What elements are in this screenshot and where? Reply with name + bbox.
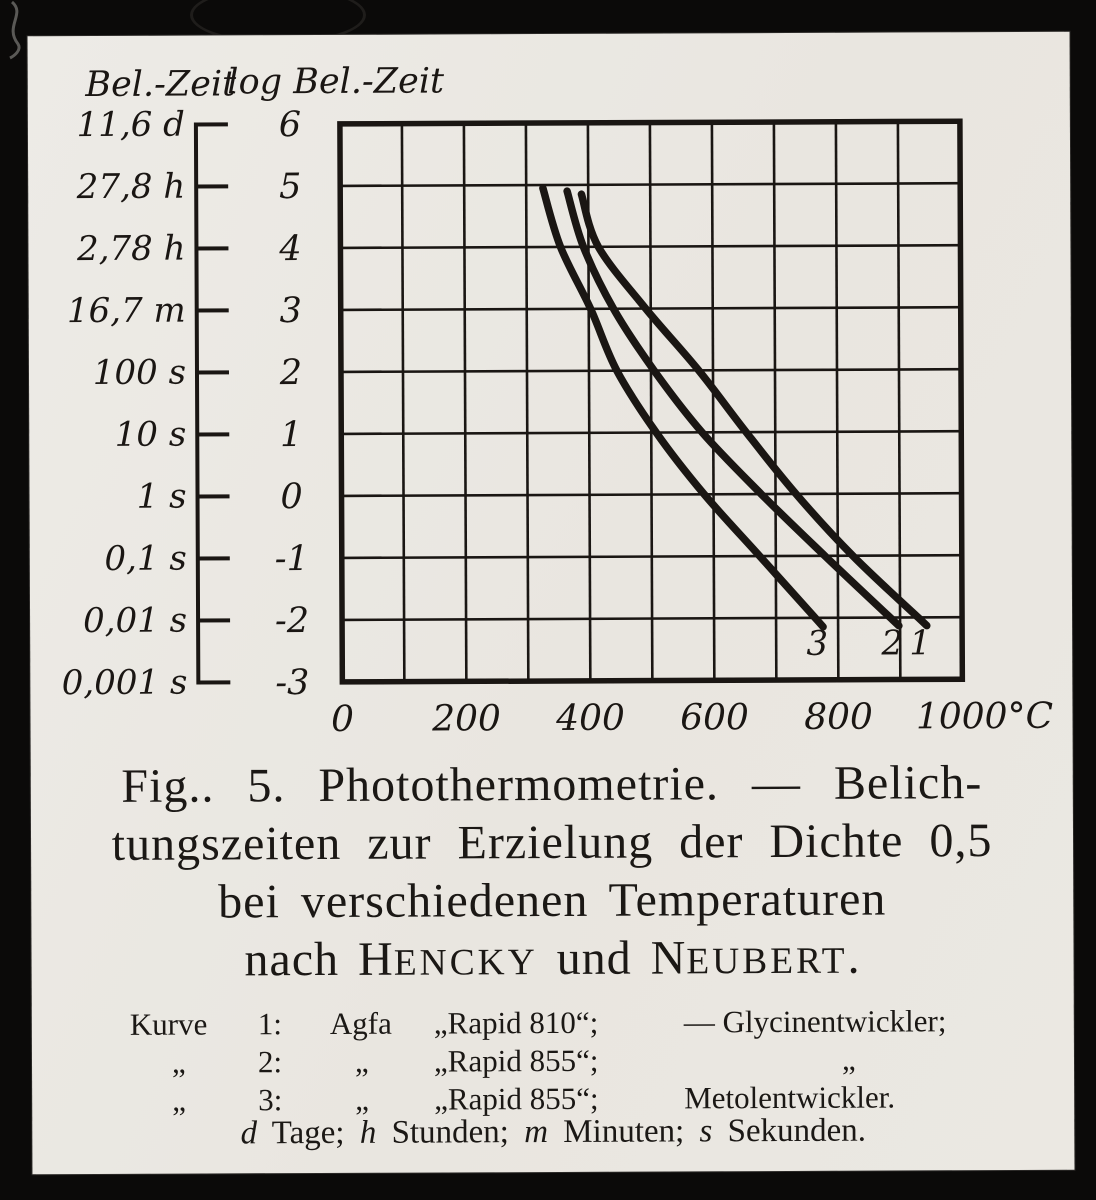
log-tick-label: 6 xyxy=(278,105,302,146)
chart xyxy=(28,32,1073,749)
curve-number-label-2: 2 xyxy=(881,623,904,664)
legend-cell: 2: xyxy=(257,1044,283,1080)
legend-cell: „Rapid 810“; xyxy=(433,1004,599,1041)
log-tick-label: -1 xyxy=(274,539,309,580)
caption-line-2: tungszeiten zur Erzielung der Dichte 0,5 xyxy=(111,814,993,871)
paper xyxy=(28,32,1075,1175)
curve-number-label-1: 1 xyxy=(909,623,932,664)
caption-text: . xyxy=(847,930,861,984)
log-tick-label: -3 xyxy=(275,663,310,704)
grid-line-vertical xyxy=(836,122,838,680)
temperature-tick-label: 800 xyxy=(804,696,873,738)
temperature-tick-label: 200 xyxy=(432,698,501,740)
legend-cell: 3: xyxy=(258,1082,283,1118)
grid-line-horizontal xyxy=(340,245,960,248)
temperature-tick-label: 1000°C xyxy=(915,695,1054,738)
legend-cell: „Rapid 855“; xyxy=(433,1042,599,1079)
legend-cell: Kurve xyxy=(129,1006,208,1042)
grid-line-horizontal xyxy=(342,555,962,558)
legend-cell: Agfa xyxy=(329,1005,392,1041)
grid-line-vertical xyxy=(402,124,404,682)
unit-symbol: d xyxy=(240,1115,258,1152)
log-tick-label: -2 xyxy=(274,601,310,642)
caption-line-3: bei verschiedenen Temperaturen xyxy=(218,872,887,929)
curve-1 xyxy=(581,193,926,627)
author-initial: N xyxy=(650,931,687,985)
caption-text: nach xyxy=(244,932,359,987)
unit-text: Tage; xyxy=(257,1114,360,1152)
grid-line-horizontal xyxy=(340,183,960,186)
temperature-tick-label: 400 xyxy=(556,697,625,739)
log-tick-label: 5 xyxy=(278,167,302,208)
exposure-time-tick-label: 0,01 s xyxy=(83,600,188,642)
unit-symbol: m xyxy=(524,1114,549,1151)
exposure-time-tick-label: 16,7 m xyxy=(66,290,186,332)
curve-number-label-3: 3 xyxy=(806,623,829,664)
legend-row-1 xyxy=(130,1002,1030,1044)
grid-line-vertical xyxy=(464,123,466,681)
exposure-time-tick-label: 27,8 h xyxy=(76,166,186,208)
left-axis-header-log-bel-zeit: log Bel.-Zeit xyxy=(227,61,445,103)
units-footnote xyxy=(32,1112,1074,1154)
unit-symbol: s xyxy=(699,1113,713,1150)
curve-2 xyxy=(567,190,899,628)
author-name-smallcaps: ENCKY xyxy=(393,942,538,984)
grid-line-vertical xyxy=(712,122,714,680)
left-axis-header-bel-zeit: Bel.-Zeit xyxy=(85,64,237,106)
exposure-time-tick-label: 2,78 h xyxy=(76,228,186,270)
legend-row-2 xyxy=(130,1040,1030,1082)
log-tick-label: 2 xyxy=(279,353,303,394)
unit-symbol: h xyxy=(359,1114,377,1151)
temperature-tick-label: 600 xyxy=(680,697,749,739)
caption-text: und xyxy=(537,931,651,986)
author-initial: H xyxy=(357,932,394,986)
curve-legend xyxy=(130,1002,1030,1120)
legend-cell: „Rapid 855“; xyxy=(434,1080,599,1117)
legend-cell: — Glycinentwickler; xyxy=(683,1003,947,1040)
legend-cell-ditto: „ xyxy=(172,1082,187,1118)
unit-text: Sekunden. xyxy=(712,1112,867,1150)
unit-text: Minuten; xyxy=(547,1113,700,1151)
exposure-time-tick-label: 1 s xyxy=(136,476,187,517)
legend-cell: 1: xyxy=(257,1006,283,1042)
caption-line-4 xyxy=(31,928,1073,995)
grid-line-vertical xyxy=(774,122,776,680)
caption-line-1: Fig.. 5. Photothermometrie. — Belich- xyxy=(121,756,983,813)
legend-cell-ditto: „ xyxy=(355,1081,370,1117)
log-tick-label: 0 xyxy=(280,477,303,518)
author-name-smallcaps: EUBERT xyxy=(686,940,848,983)
exposure-time-tick-label: 100 s xyxy=(92,352,187,393)
log-tick-label: 4 xyxy=(279,229,302,270)
grid-line-horizontal xyxy=(342,617,962,620)
legend-cell: Metolentwickler. xyxy=(684,1079,896,1116)
legend-cell-ditto: „ xyxy=(841,1041,856,1077)
grid-line-horizontal xyxy=(342,493,962,496)
temperature-tick-label: 0 xyxy=(330,698,355,740)
log-tick-label: 3 xyxy=(279,291,302,332)
exposure-time-tick-label: 0,1 s xyxy=(104,538,187,579)
log-scale-bar xyxy=(196,124,228,682)
unit-text: Stunden; xyxy=(376,1114,525,1151)
exposure-time-tick-label: 11,6 d xyxy=(76,104,185,146)
exposure-time-tick-label: 0,001 s xyxy=(61,662,188,704)
figure-caption xyxy=(31,754,1074,995)
legend-cell-ditto: „ xyxy=(171,1044,186,1080)
log-tick-label: 1 xyxy=(280,415,303,456)
grid-line-vertical xyxy=(650,123,652,681)
legend-cell-ditto: „ xyxy=(354,1043,369,1079)
grid-line-vertical xyxy=(526,123,528,681)
exposure-time-tick-label: 10 s xyxy=(114,414,187,455)
